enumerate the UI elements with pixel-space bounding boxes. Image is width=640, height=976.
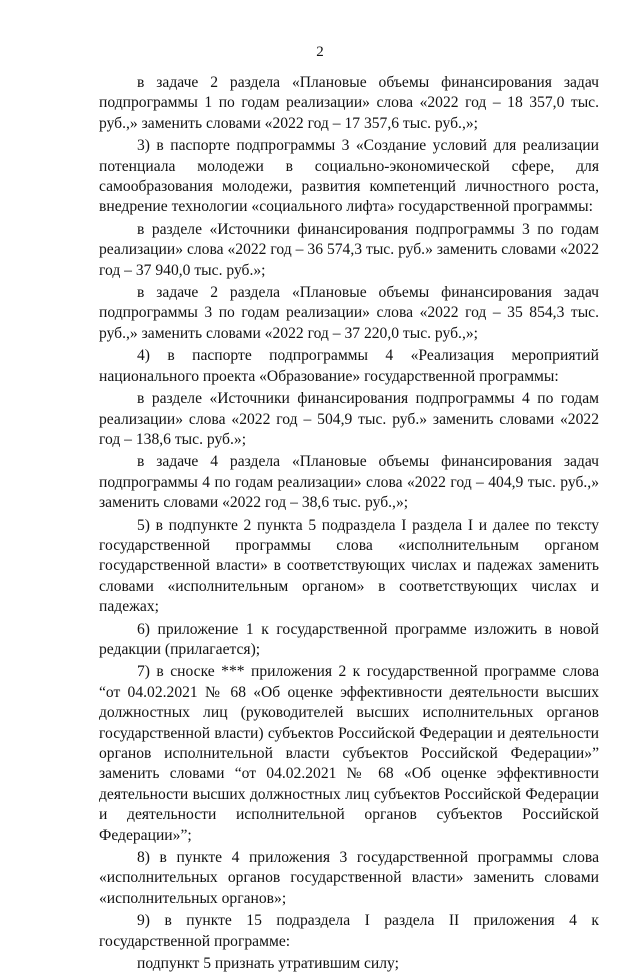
paragraph: 8) в пункте 4 приложения 3 государственной программы слова «исполнительных органов государственной власти» заменить словами «исполнительных органов»; bbox=[99, 849, 599, 907]
paragraph: 3) в паспорте подпрограммы 3 «Создание условий для реализации потенциала молодежи в социально-экономической сфере, для самообразования молодежи, развития компетенций личностного роста, внедрение технологии «социального лифта» государственной программы: bbox=[99, 137, 599, 216]
paragraph: в разделе «Источники финансирования подпрограммы 3 по годам реализации» слова «2022 год – 36 574,3 тыс. руб.» заменить словами «2022 год – 37 940,0 тыс. руб.»; bbox=[99, 220, 599, 279]
document-body bbox=[99, 73, 599, 976]
paragraph: в задаче 2 раздела «Плановые объемы финансирования задач подпрограммы 3 по годам реализации» слова «2022 год – 35 854,3 тыс. руб.,» заменить словами «2022 год – 37 220,0 тыс. руб.,»; bbox=[99, 284, 599, 342]
page-number: 2 bbox=[316, 44, 324, 60]
paragraph: в задаче 4 раздела «Плановые объемы финансирования задач подпрограммы 4 по годам реализации» слова «2022 год – 404,9 тыс. руб.,» заменить словами «2022 год – 38,6 тыс. руб.,»; bbox=[99, 453, 599, 512]
paragraph: 4) в паспорте подпрограммы 4 «Реализация мероприятий национального проекта «Образование» государственной программы: bbox=[99, 347, 599, 385]
paragraph: в разделе «Источники финансирования подпрограммы 4 по годам реализации» слова «2022 год – 504,9 тыс. руб.» заменить словами «2022 год – 138,6 тыс. руб.»; bbox=[99, 390, 599, 448]
paragraph: 9) в пункте 15 подраздела I раздела II приложения 4 к государственной программе: bbox=[99, 912, 599, 950]
paragraph: в задаче 2 раздела «Плановые объемы финансирования задач подпрограммы 1 по годам реализации» слова «2022 год – 18 357,0 тыс. руб.,» заменить словами «2022 год – 17 357,6 тыс. руб.,»; bbox=[99, 74, 599, 132]
paragraph: подпункт 5 признать утратившим силу; bbox=[137, 955, 399, 973]
paragraph: 7) в сноске *** приложения 2 к государственной программе слова “от 04.02.2021 № 68 «Об оценке эффективности деятельности высших должностных лиц (руководителей высших исполнительных органов государственной власти) субъектов Российской Федерации и деятельности органов исполнительной власти субъектов Российской Федерации»” заменить словами “от 04.02.2021 № 68 «Об оценке эффективности деятельности высших должностных лиц субъектов Российской Федерации и деятельности исполнительной органов субъектов Российской Федерации»”; bbox=[99, 663, 599, 844]
paragraph: 5) в подпункте 2 пункта 5 подраздела I раздела I и далее по тексту государственной программы слова «исполнительным органом государственной власти» в соответствующих числах и падежах заменить словами «исполнительным органом» в соответствующих числах и падежах; bbox=[99, 516, 599, 616]
paragraph: 6) приложение 1 к государственной программе изложить в новой редакции (прилагается); bbox=[99, 620, 599, 658]
